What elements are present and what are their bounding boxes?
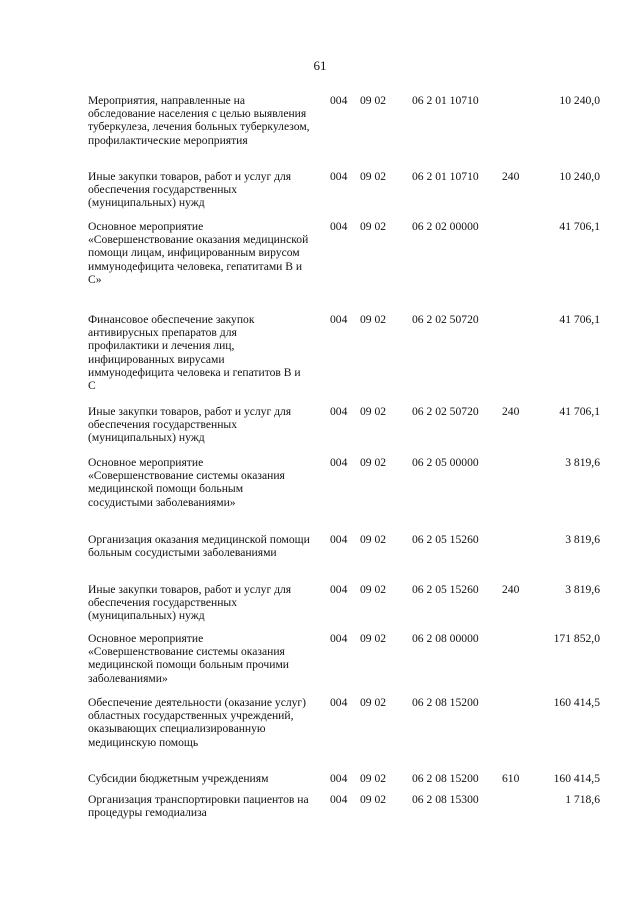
row-ministry-code: 004 bbox=[330, 456, 348, 469]
row-name: Иные закупки товаров, работ и услуг для обеспечения государственных (муниципальных) нужд bbox=[88, 583, 292, 623]
row-target-code: 06 2 02 50720 bbox=[412, 405, 479, 418]
row-section-code: 09 02 bbox=[360, 456, 387, 469]
row-amount: 3 819,6 bbox=[565, 456, 600, 469]
row-section-code: 09 02 bbox=[360, 170, 387, 183]
row-target-code: 06 2 02 50720 bbox=[412, 313, 479, 326]
row-section-code: 09 02 bbox=[360, 313, 387, 326]
row-ministry-code: 004 bbox=[330, 533, 348, 546]
row-name: Мероприятия, направленные на обследование населения с целью выявления туберкулеза, лечения больных туберкулезом, профилактические мероприятия bbox=[88, 94, 310, 147]
row-target-code: 06 2 05 15260 bbox=[412, 533, 479, 546]
row-ministry-code: 004 bbox=[330, 632, 348, 645]
row-ministry-code: 004 bbox=[330, 220, 348, 233]
row-amount: 10 240,0 bbox=[559, 94, 600, 107]
row-amount: 10 240,0 bbox=[559, 170, 600, 183]
row-name: Субсидии бюджетным учреждениям bbox=[88, 772, 269, 785]
row-ministry-code: 004 bbox=[330, 793, 348, 806]
row-name: Организация транспортировки пациентов на процедуры гемодиализа bbox=[88, 793, 309, 820]
row-name: Финансовое обеспечение закупок антивирусных препаратов для профилактики и лечения лиц, инфицированных вирусами иммунодефицита человека и гепатитов В и С bbox=[88, 313, 301, 393]
row-amount: 41 706,1 bbox=[559, 405, 600, 418]
row-name: Основное мероприятие «Совершенствование системы оказания медицинской помощи больным сосудистыми заболеваниями» bbox=[88, 456, 285, 509]
row-name: Организация оказания медицинской помощи больным сосудистыми заболеваниями bbox=[88, 533, 310, 560]
row-ministry-code: 004 bbox=[330, 94, 348, 107]
row-name: Обеспечение деятельности (оказание услуг) областных государственных учреждений, оказывающих специализированную медицинскую помощь bbox=[88, 696, 307, 749]
row-section-code: 09 02 bbox=[360, 583, 387, 596]
row-target-code: 06 2 08 00000 bbox=[412, 632, 479, 645]
row-name: Иные закупки товаров, работ и услуг для обеспечения государственных (муниципальных) нужд bbox=[88, 170, 292, 210]
row-section-code: 09 02 bbox=[360, 94, 387, 107]
row-section-code: 09 02 bbox=[360, 793, 387, 806]
row-name: Основное мероприятие «Совершенствование системы оказания медицинской помощи больным прочими заболеваниями» bbox=[88, 632, 289, 685]
page-number: 61 bbox=[313, 58, 327, 73]
row-target-code: 06 2 01 10710 bbox=[412, 94, 479, 107]
row-target-code: 06 2 02 00000 bbox=[412, 220, 479, 233]
row-ministry-code: 004 bbox=[330, 313, 348, 326]
row-amount: 41 706,1 bbox=[559, 313, 600, 326]
row-ministry-code: 004 bbox=[330, 583, 348, 596]
row-expense-type: 610 bbox=[502, 772, 520, 785]
row-name: Основное мероприятие «Совершенствование оказания медицинской помощи лицам, инфицированным вирусом иммунодефицита человека, гепатитами В и С» bbox=[88, 220, 309, 286]
row-amount: 160 414,5 bbox=[553, 772, 600, 785]
row-target-code: 06 2 08 15200 bbox=[412, 772, 479, 785]
row-target-code: 06 2 08 15300 bbox=[412, 793, 479, 806]
row-section-code: 09 02 bbox=[360, 696, 387, 709]
row-ministry-code: 004 bbox=[330, 405, 348, 418]
row-amount: 41 706,1 bbox=[559, 220, 600, 233]
row-amount: 3 819,6 bbox=[565, 583, 600, 596]
row-amount: 3 819,6 bbox=[565, 533, 600, 546]
row-amount: 1 718,6 bbox=[565, 793, 600, 806]
row-section-code: 09 02 bbox=[360, 405, 387, 418]
row-target-code: 06 2 05 15260 bbox=[412, 583, 479, 596]
row-name: Иные закупки товаров, работ и услуг для обеспечения государственных (муниципальных) нужд bbox=[88, 405, 292, 445]
row-target-code: 06 2 05 00000 bbox=[412, 456, 479, 469]
row-section-code: 09 02 bbox=[360, 772, 387, 785]
row-target-code: 06 2 08 15200 bbox=[412, 696, 479, 709]
row-ministry-code: 004 bbox=[330, 696, 348, 709]
row-ministry-code: 004 bbox=[330, 170, 348, 183]
row-ministry-code: 004 bbox=[330, 772, 348, 785]
row-expense-type: 240 bbox=[502, 170, 520, 183]
row-expense-type: 240 bbox=[502, 405, 520, 418]
row-amount: 171 852,0 bbox=[553, 632, 600, 645]
row-target-code: 06 2 01 10710 bbox=[412, 170, 479, 183]
row-amount: 160 414,5 bbox=[553, 696, 600, 709]
row-section-code: 09 02 bbox=[360, 632, 387, 645]
row-section-code: 09 02 bbox=[360, 533, 387, 546]
row-section-code: 09 02 bbox=[360, 220, 387, 233]
row-expense-type: 240 bbox=[502, 583, 520, 596]
